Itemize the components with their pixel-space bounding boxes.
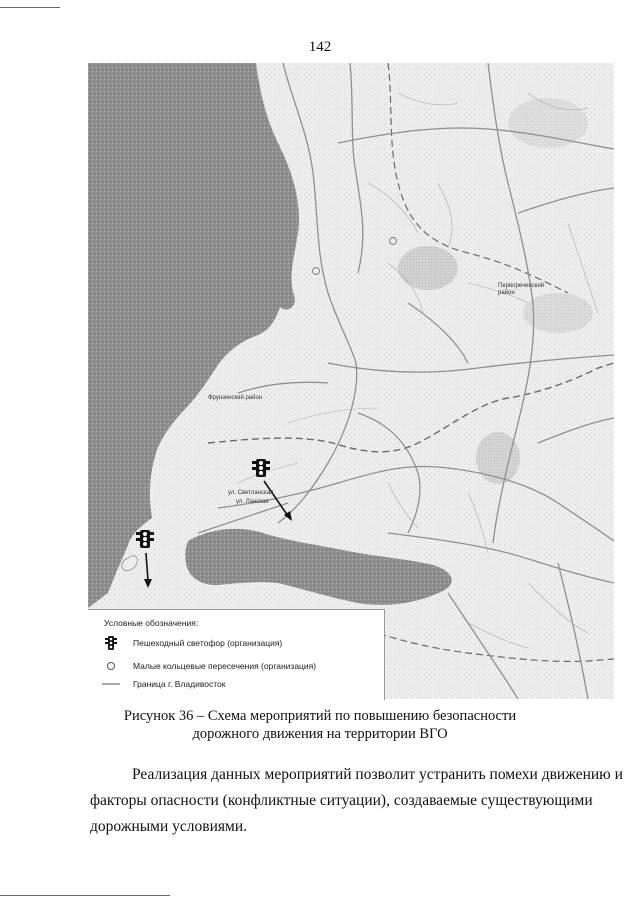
legend-item-ring-intersection <box>102 659 316 673</box>
figure-caption <box>0 707 640 743</box>
caption-line: дорожного движения на территории ВГО <box>192 726 448 742</box>
legend-title: Условные обозначения: <box>104 618 199 628</box>
map-canvas <box>88 63 614 699</box>
body-line: факторы опасности (конфликтные ситуации), создаваемые существующими <box>90 792 593 809</box>
bottom-edge-line <box>0 895 170 896</box>
hill <box>398 246 458 290</box>
street-label: ул. Ланская <box>236 499 269 505</box>
top-edge-line <box>0 7 60 8</box>
map-legend <box>88 609 385 700</box>
boundary-line-icon <box>102 682 120 686</box>
legend-label: Граница г. Владивосток <box>133 679 226 689</box>
map <box>88 63 614 699</box>
body-line-text: Реализация данных мероприятий позволит устранить помехи движению и <box>132 766 623 783</box>
legend-label: Пешеходный светофор (организация) <box>133 638 283 648</box>
district-label-left: Фрунзенский район <box>208 395 263 401</box>
caption-line: Рисунок 36 – Схема мероприятий по повышению безопасности <box>123 708 517 724</box>
page-number: 142 <box>308 39 332 55</box>
district-label-right: Первореченский район <box>498 283 545 296</box>
body-line: дорожными условиями. <box>90 818 247 835</box>
street-label: ул. Светланская <box>228 490 274 496</box>
hill <box>508 98 588 148</box>
ring-circle-icon <box>102 661 120 671</box>
legend-item-traffic-light <box>102 636 282 650</box>
legend-item-boundary <box>102 677 225 691</box>
body-paragraph <box>90 762 630 840</box>
body-line <box>90 762 630 788</box>
traffic-light-icon <box>102 636 120 650</box>
legend-label: Малые кольцевые пересечения (организация) <box>133 661 317 671</box>
